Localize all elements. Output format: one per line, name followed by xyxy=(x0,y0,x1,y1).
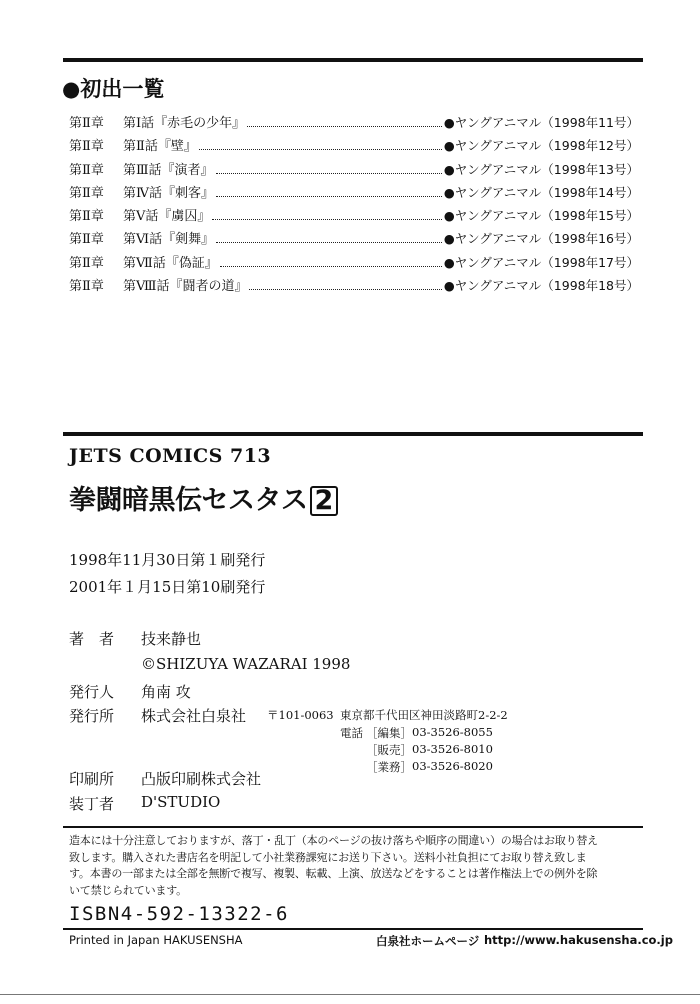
colophon-top-rule xyxy=(63,432,643,436)
source-magazine: ●ヤングアニマル（1998年18号） xyxy=(443,278,639,294)
designer-name: D'STUDIO xyxy=(141,793,221,811)
list-item xyxy=(69,228,639,251)
chapter-label: 第Ⅱ章 xyxy=(69,209,104,225)
leader-dots xyxy=(216,196,442,197)
notice-text xyxy=(69,833,651,899)
phone-number: 03-3526-8055 xyxy=(412,725,493,739)
first-appearance-list xyxy=(69,112,639,298)
publisher-address: 東京都千代田区神田淡路町2-2-2 xyxy=(340,708,508,722)
phone-number: 03-3526-8010 xyxy=(412,742,493,756)
first-appearance-heading: ●初出一覧 xyxy=(62,77,165,101)
episode-title: 第Ⅶ話『偽証』 xyxy=(123,255,218,271)
chapter-label: 第Ⅱ章 xyxy=(69,139,104,155)
list-item xyxy=(69,205,639,228)
publisher-label: 発行所 xyxy=(69,707,115,725)
printer-name: 凸版印刷株式会社 xyxy=(141,770,262,788)
episode-title: 第Ⅵ話『剣舞』 xyxy=(123,232,215,248)
isbn: ISBN4-592-13322-6 xyxy=(69,903,289,925)
homepage-label: 白泉社ホームページ xyxy=(376,934,480,948)
phone-dept: ［業務］ xyxy=(366,760,412,774)
chapter-label: 第Ⅱ章 xyxy=(69,116,104,131)
author-name: 技来静也 xyxy=(141,630,202,648)
leader-dots xyxy=(220,266,442,267)
phone-dept: ［販売］ xyxy=(366,743,412,757)
chapter-label: 第Ⅱ章 xyxy=(69,279,104,295)
bottom-edge-line xyxy=(0,994,700,995)
list-item xyxy=(69,159,639,182)
tenth-printing-date: 2001年１月15日第10刷発行 xyxy=(69,578,266,596)
chapter-label: 第Ⅱ章 xyxy=(69,185,104,201)
leader-dots xyxy=(216,242,442,243)
source-magazine: ●ヤングアニマル（1998年13号） xyxy=(443,161,639,177)
publisher-person: 角南 攻 xyxy=(141,683,191,701)
phone-label: 電話 xyxy=(340,726,363,740)
top-rule xyxy=(63,58,643,62)
leader-dots xyxy=(247,126,442,127)
list-item xyxy=(69,112,639,135)
source-magazine: ●ヤングアニマル（1998年16号） xyxy=(443,231,639,247)
homepage-url[interactable]: http://www.hakusensha.co.jp xyxy=(484,933,673,947)
episode-title: 第Ⅷ話『闘者の道』 xyxy=(123,279,248,295)
list-item xyxy=(69,135,639,158)
publisher-person-label: 発行人 xyxy=(69,683,115,701)
list-item xyxy=(69,182,639,205)
isbn-rule xyxy=(63,928,643,930)
publisher-name: 株式会社白泉社 xyxy=(141,707,247,725)
list-item xyxy=(69,252,639,275)
list-item xyxy=(69,275,639,298)
leader-dots xyxy=(212,219,441,220)
volume-number: 2 xyxy=(310,486,338,516)
chapter-label: 第Ⅱ章 xyxy=(69,232,104,248)
phone-number: 03-3526-8020 xyxy=(412,759,493,773)
notice-line: いて禁じられています。 xyxy=(69,883,187,897)
source-magazine: ●ヤングアニマル（1998年17号） xyxy=(443,254,639,270)
printed-in: Printed in Japan HAKUSENSHA xyxy=(69,933,243,947)
book-title-text: 拳闘暗黒伝セスタス xyxy=(69,485,308,516)
designer-label: 装丁者 xyxy=(69,795,115,813)
notice-line: 造本には十分注意しておりますが、落丁・乱丁（本のページの抜け落ちや順序の間違い）の場合はお取り替え xyxy=(69,834,598,847)
leader-dots xyxy=(199,149,442,150)
notice-line: す。本書の一部または全部を無断で複写、複製、転載、上演、放送などをすることは著作権法上での例外を除 xyxy=(69,867,598,881)
copyright-notice: ©SHIZUYA WAZARAI 1998 xyxy=(141,655,351,673)
postal-code: 〒101-0063 xyxy=(267,708,334,722)
phone-dept: ［編集］ xyxy=(366,726,412,740)
episode-title: 第Ⅲ話『演者』 xyxy=(123,162,214,178)
series-name: JETS COMICS 713 xyxy=(69,445,272,467)
first-edition-date: 1998年11月30日第１刷発行 xyxy=(69,551,266,569)
author-label: 著 者 xyxy=(69,630,115,648)
leader-dots xyxy=(249,289,441,290)
episode-title: 第Ⅴ話『虜囚』 xyxy=(123,209,211,225)
episode-title: 第Ⅱ話『壁』 xyxy=(123,139,197,155)
source-magazine: ●ヤングアニマル（1998年12号） xyxy=(443,138,639,154)
printer-label: 印刷所 xyxy=(69,770,115,788)
notice-line: 致します。購入された書店名を明記して小社業務課宛にお送り下さい。送料小社負担にてお取り替え致しま xyxy=(69,850,587,864)
episode-title: 第Ⅰ話『赤毛の少年』 xyxy=(123,116,246,131)
episode-title: 第Ⅳ話『刺客』 xyxy=(123,185,214,201)
leader-dots xyxy=(216,173,442,174)
notice-top-rule xyxy=(63,826,643,828)
source-magazine: ●ヤングアニマル（1998年11号） xyxy=(443,115,639,130)
chapter-label: 第Ⅱ章 xyxy=(69,255,104,271)
source-magazine: ●ヤングアニマル（1998年15号） xyxy=(443,208,639,224)
book-title xyxy=(69,478,338,517)
source-magazine: ●ヤングアニマル（1998年14号） xyxy=(443,184,639,200)
chapter-label: 第Ⅱ章 xyxy=(69,162,104,178)
